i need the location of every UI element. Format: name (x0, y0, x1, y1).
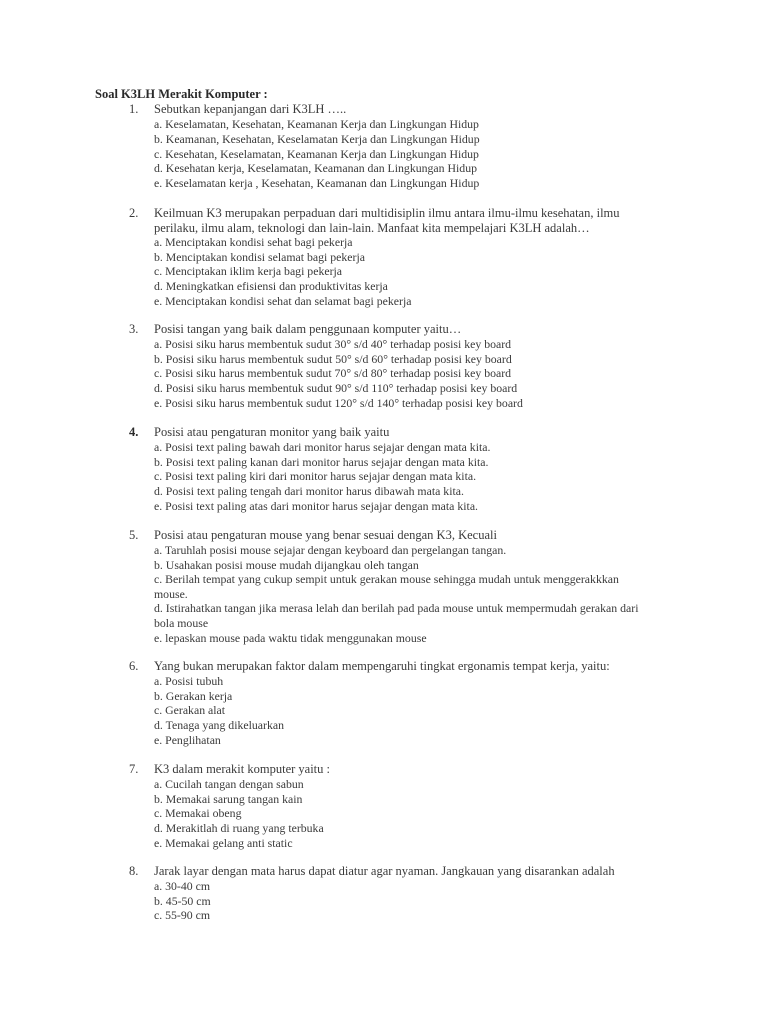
option-b: b. Keamanan, Kesehatan, Keselamatan Kerja dan Lingkungan Hidup (154, 132, 480, 146)
option-b: b. Menciptakan kondisi selamat bagi pekerja (154, 250, 365, 264)
option-c: c. 55-90 cm (154, 908, 211, 922)
option-e: e. Menciptakan kondisi sehat dan selamat bagi pekerja (154, 294, 412, 308)
question-number: 5. (129, 528, 139, 542)
option-e: e. Penglihatan (154, 733, 221, 747)
option-b: b. Usahakan posisi mouse mudah dijangkau oleh tangan (154, 558, 419, 572)
question-text: Yang bukan merupakan faktor dalam mempengaruhi tingkat ergonamis tempat kerja, yaitu: (154, 659, 610, 673)
option-a: a. Posisi tubuh (154, 674, 224, 688)
option-d: d. Meningkatkan efisiensi dan produktivitas kerja (154, 279, 388, 293)
question-number: 8. (129, 864, 139, 878)
question-text: Jarak layar dengan mata harus dapat diatur agar nyaman. Jangkauan yang disarankan adalah (154, 864, 615, 878)
question-text: Posisi atau pengaturan monitor yang baik yaitu (154, 425, 390, 439)
question-number: 1. (129, 102, 139, 116)
option-a: a. Taruhlah posisi mouse sejajar dengan keyboard dan pergelangan tangan. (154, 543, 507, 557)
option-d: d. Tenaga yang dikeluarkan (154, 718, 284, 732)
option-c: c. Posisi text paling kiri dari monitor harus sejajar dengan mata kita. (154, 469, 477, 483)
question-number: 4. (129, 425, 139, 439)
option-c: c. Memakai obeng (154, 806, 242, 820)
option-c: c. Menciptakan iklim kerja bagi pekerja (154, 264, 343, 278)
option-a: a. Keselamatan, Kesehatan, Keamanan Kerja dan Lingkungan Hidup (154, 117, 479, 131)
option-a: a. Posisi text paling bawah dari monitor harus sejajar dengan mata kita. (154, 440, 491, 454)
question-text: K3 dalam merakit komputer yaitu : (154, 762, 330, 776)
option-a: a. Cucilah tangan dengan sabun (154, 777, 304, 791)
option-d: d. Merakitlah di ruang yang terbuka (154, 821, 324, 835)
question-text: Posisi tangan yang baik dalam penggunaan komputer yaitu… (154, 322, 462, 336)
option-a: a. Menciptakan kondisi sehat bagi pekerja (154, 235, 353, 249)
question-text: Sebutkan kepanjangan dari K3LH ….. (154, 102, 347, 116)
option-b: b. Memakai sarung tangan kain (154, 792, 303, 806)
option-b: b. Posisi siku harus membentuk sudut 50° s/d 60° terhadap posisi key board (154, 352, 512, 366)
option-d: d. Posisi siku harus membentuk sudut 90° s/d 110° terhadap posisi key board (154, 381, 518, 395)
option-d: d. Kesehatan kerja, Keselamatan, Keamanan dan Lingkungan Hidup (154, 161, 477, 175)
option-d: d. Posisi text paling tengah dari monitor harus dibawah mata kita. (154, 484, 464, 498)
option-c: c. Posisi siku harus membentuk sudut 70° s/d 80° terhadap posisi key board (154, 366, 512, 380)
question-number: 3. (129, 322, 139, 336)
option-b: b. Gerakan kerja (154, 689, 233, 703)
option-e: e. Posisi text paling atas dari monitor harus sejajar dengan mata kita. (154, 499, 478, 513)
option-d: d. Istirahatkan tangan jika merasa lelah dan berilah pad pada mouse untuk mempermudah gerakan dari bola mouse (154, 601, 639, 630)
question-number: 7. (129, 762, 139, 776)
option-e: e. Memakai gelang anti static (154, 836, 293, 850)
option-e: e. Keselamatan kerja , Kesehatan, Keamanan dan Lingkungan Hidup (154, 176, 480, 190)
option-c: c. Kesehatan, Keselamatan, Keamanan Kerja dan Lingkungan Hidup (154, 147, 479, 161)
option-b: b. Posisi text paling kanan dari monitor harus sejajar dengan mata kita. (154, 455, 489, 469)
question-number: 6. (129, 659, 139, 673)
document-title: Soal K3LH Merakit Komputer : (95, 87, 268, 101)
option-c: c. Gerakan alat (154, 703, 226, 717)
question-text: Keilmuan K3 merupakan perpaduan dari multidisiplin ilmu antara ilmu-ilmu kesehatan, ilmu perilaku, ilmu alam, teknologi dan lain-lain. Manfaat kita mempelajari K3LH adalah… (154, 206, 620, 235)
option-e: e. Posisi siku harus membentuk sudut 120° s/d 140° terhadap posisi key board (154, 396, 523, 410)
question-number: 2. (129, 206, 139, 220)
option-e: e. lepaskan mouse pada waktu tidak menggunakan mouse (154, 631, 427, 645)
question-text: Posisi atau pengaturan mouse yang benar sesuai dengan K3, Kecuali (154, 528, 497, 542)
option-a: a. Posisi siku harus membentuk sudut 30° s/d 40° terhadap posisi key board (154, 337, 512, 351)
option-c: c. Berilah tempat yang cukup sempit untuk gerakan mouse sehingga mudah untuk menggerakkkan mouse. (154, 572, 619, 601)
option-a: a. 30-40 cm (154, 879, 211, 893)
option-b: b. 45-50 cm (154, 894, 211, 908)
